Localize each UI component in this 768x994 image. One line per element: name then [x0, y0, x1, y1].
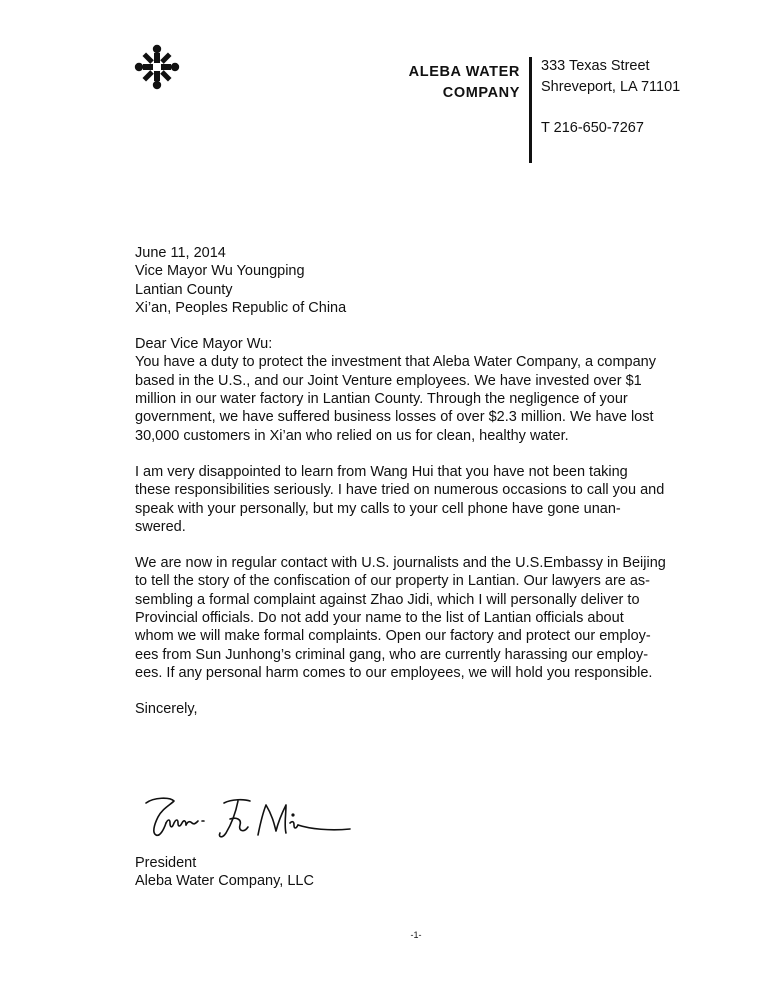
company-name: [409, 62, 520, 104]
letterhead-divider: [529, 57, 532, 163]
recipient-line: Vice Mayor Wu Youngping: [135, 263, 305, 280]
text-line: I am very disappointed to learn from Wang Hui that you have not been taking: [135, 463, 628, 480]
text-line: 30,000 customers in Xi’an who relied on us for clean, healthy water.: [135, 427, 569, 444]
company-name-line2: COMPANY: [442, 85, 520, 101]
salutation: Dear Vice Mayor Wu:: [135, 336, 273, 353]
handwritten-signature: [140, 793, 355, 853]
text-line: ees. If any personal harm comes to our employees, we will hold you responsible.: [135, 664, 653, 681]
text-line: swered.: [135, 518, 186, 535]
text-line: whom we will make formal complaints. Open our factory and protect our employ-: [135, 628, 651, 645]
text-line: We are now in regular contact with U.S. journalists and the U.S.Embassy in Beijing: [135, 555, 666, 572]
text-line: You have a duty to protect the investment that Aleba Water Company, a company: [135, 354, 656, 371]
text-line: ees from Sun Junhong’s criminal gang, who are currently harassing our employ-: [135, 646, 649, 663]
address-street: 333 Texas Street: [541, 58, 650, 74]
text-line: sembling a formal complaint against Zhao Jidi, which I will personally deliver to: [135, 591, 640, 608]
company-name-line1: ALEBA WATER: [408, 64, 520, 80]
text-line: speak with your personally, but my calls to your cell phone have gone unan-: [135, 500, 621, 517]
signer-company: Aleba Water Company, LLC: [135, 873, 314, 890]
text-line: based in the U.S., and our Joint Venture employees. We have invested over $1: [135, 372, 642, 389]
text-line: government, we have suffered business losses of over $2.3 million. We have lost: [135, 409, 654, 426]
text-line: Provincial officials. Do not add your name to the list of Lantian officials about: [135, 610, 624, 627]
address-city: Shreveport, LA 71101: [541, 79, 681, 95]
text-line: million in our water factory in Lantian County. Through the negligence of your: [135, 391, 628, 408]
signer-block: [135, 854, 314, 891]
text-line: to tell the story of the confiscation of our property in Lantian. Our lawyers are as-: [135, 573, 651, 590]
company-phone: T 216-650-7267: [541, 120, 644, 136]
paragraph-3: [135, 554, 705, 682]
recipient-block: [135, 262, 705, 317]
letter-date: June 11, 2014: [135, 245, 226, 261]
company-address: [541, 56, 680, 139]
page-number: -1-: [410, 930, 422, 940]
paragraph-2: [135, 463, 705, 536]
recipient-line: Lantian County: [135, 281, 233, 298]
text-line: these responsibilities seriously. I have tried on numerous occasions to call you and: [135, 482, 665, 499]
paragraph-1: [135, 353, 705, 444]
signer-title: President: [135, 855, 197, 871]
closing: Sincerely,: [135, 701, 198, 718]
recipient-line: Xi’an, Peoples Republic of China: [135, 299, 347, 316]
asterisk-logo-icon: [134, 44, 180, 90]
letter-body: [135, 244, 705, 719]
